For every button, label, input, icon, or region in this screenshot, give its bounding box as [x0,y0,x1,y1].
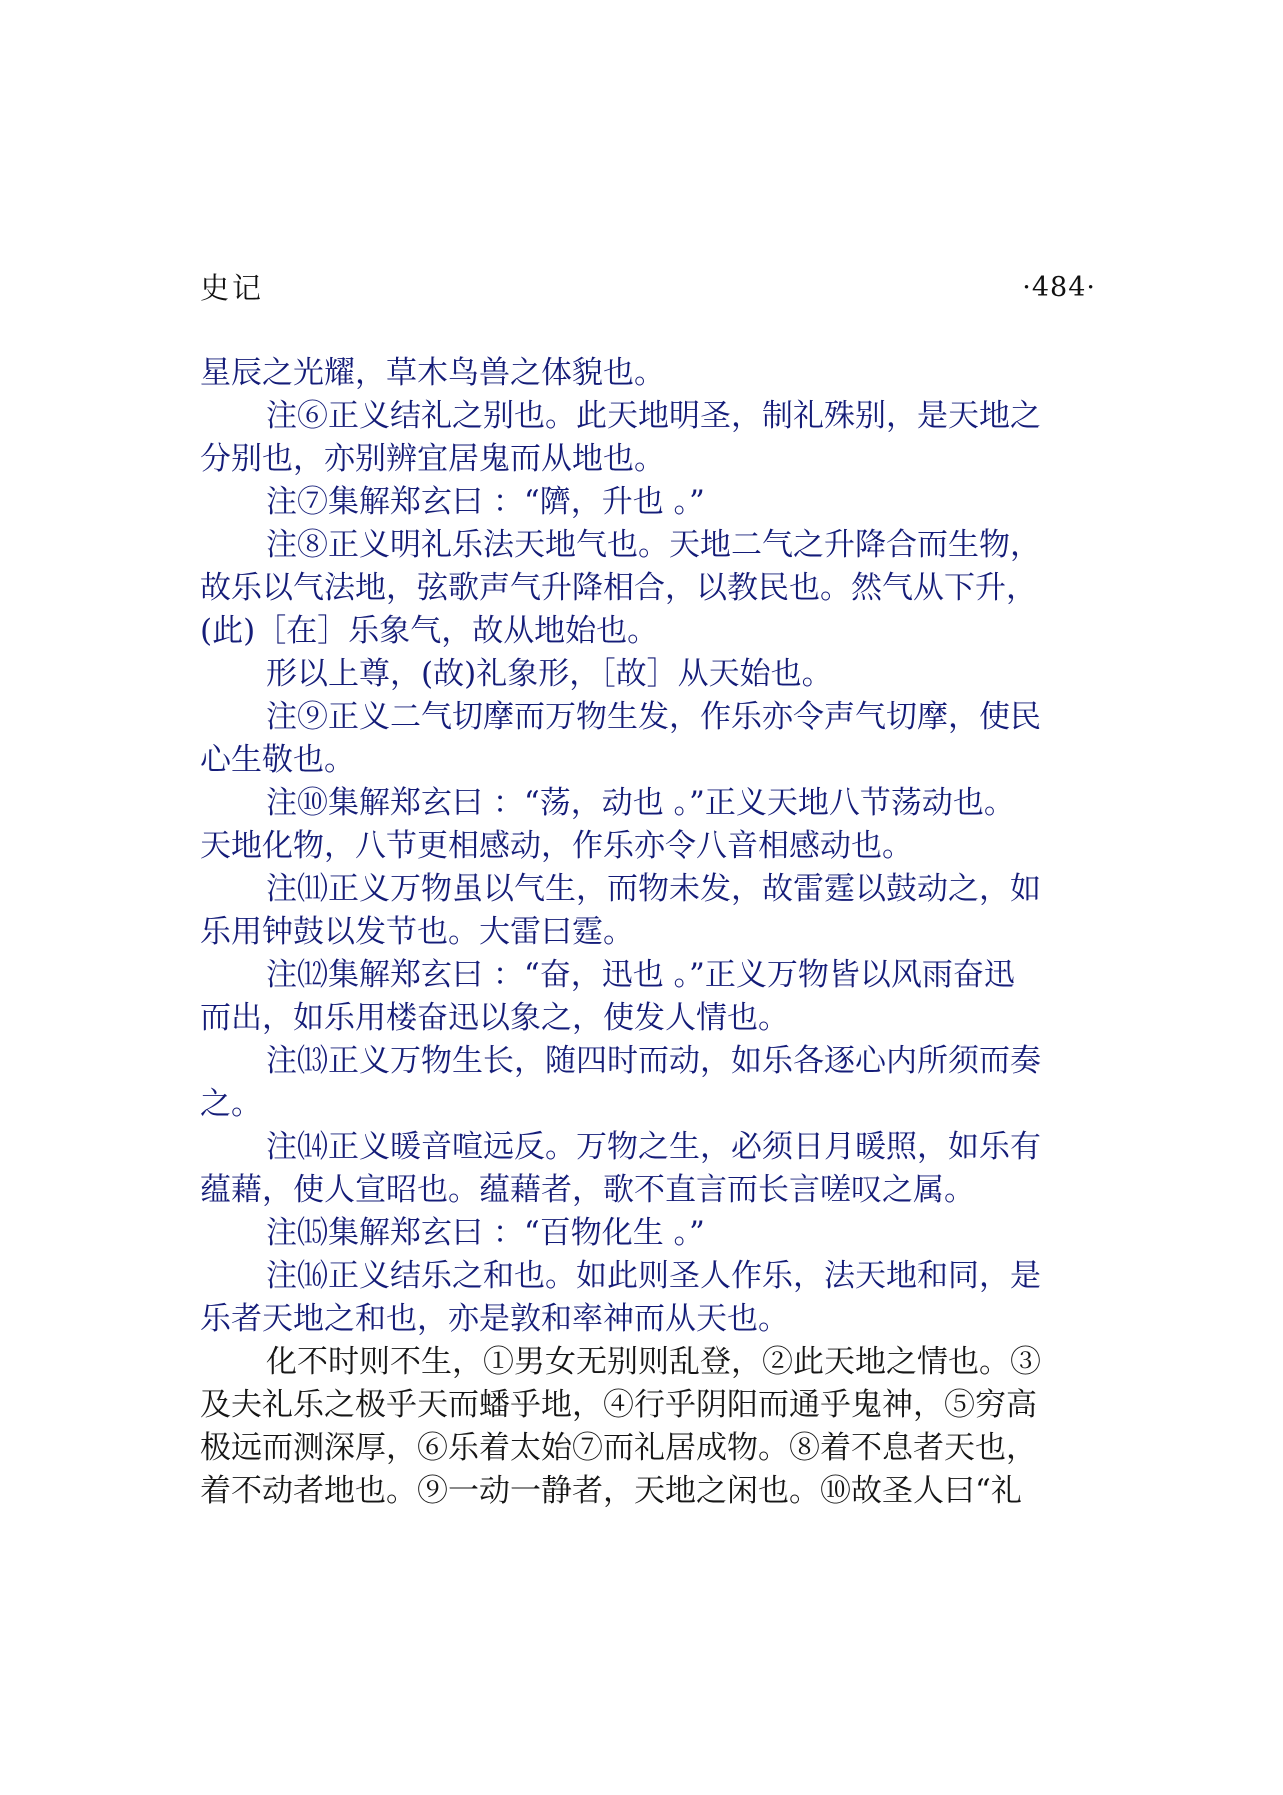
text-line: 及夫礼乐之极乎天而蟠乎地，④行乎阴阳而通乎鬼神，⑤穷高 [200,1387,1037,1423]
text-line: 注⑦集解郑玄曰 ：“隮，升也 。” [266,484,705,520]
text-line: 而出，如乐用楼奋迅以象之，使发人情也。 [200,1000,789,1036]
text-line: (此)［在］乐象气，故从地始也。 [200,613,659,649]
page-number: ·484· [1022,272,1096,303]
text-line: 分别也，亦别辨宜居鬼而从地也。 [200,441,665,477]
page-header [200,268,1096,308]
text-line: 注⒂集解郑玄曰 ：“百物化生 。” [266,1215,705,1251]
text-line: 化不时则不生，①男女无别则乱登，②此天地之情也。③ [266,1344,1041,1380]
text-line: 注⑧正义明礼乐法天地气也。天地二气之升降合而生物， [266,527,1041,563]
text-line: 故乐以气法地，弦歌声气升降相合，以教民也。然气从下升， [200,570,1037,606]
text-line: 注⒀正义万物生长，随四时而动，如乐各逐心内所须而奏 [266,1043,1041,1079]
text-line: 注⑥正义结礼之别也。此天地明圣，制礼殊别，是天地之 [266,398,1041,434]
text-line: 注⑨正义二气切摩而万物生发，作乐亦令声气切摩，使民 [266,699,1041,735]
text-line: 注⒁正义暖音喧远反。万物之生，必须日月暖照，如乐有 [266,1129,1041,1165]
text-line: 注⑩集解郑玄曰 ：“荡，动也 。”正义天地八节荡动也。 [266,785,1015,821]
text-line: 注⒃正义结乐之和也。如此则圣人作乐，法天地和同，是 [266,1258,1041,1294]
book-title: 史记 [200,271,265,305]
text-line: 注⑿集解郑玄曰 ：“奋，迅也 。”正义万物皆以风雨奋迅 [266,957,1015,993]
text-line: 乐者天地之和也，亦是敦和率神而从天也。 [200,1301,789,1337]
text-line: 心生敬也。 [200,742,355,778]
body-text [200,352,1096,1513]
text-line: 蕴藉，使人宣昭也。蕴藉者，歌不直言而长言嗟叹之属。 [200,1172,975,1208]
text-line: 极远而测深厚，⑥乐着太始⑦而礼居成物。⑧着不息者天也， [200,1430,1037,1466]
text-line: 注⑾正义万物虽以气生，而物未发，故雷霆以鼓动之，如 [266,871,1041,907]
text-line: 乐用钟鼓以发节也。大雷曰霆。 [200,914,634,950]
text-line: 之。 [200,1086,262,1122]
text-line: 着不动者地也。⑨一动一静者，天地之闲也。⑩故圣人曰“礼 [200,1473,1022,1509]
text-line: 天地化物，八节更相感动，作乐亦令八音相感动也。 [200,828,913,864]
text-line: 形以上尊，(故)礼象形，［故］从天始也。 [266,656,833,692]
text-line: 星辰之光耀，草木鸟兽之体貌也。 [200,355,665,391]
